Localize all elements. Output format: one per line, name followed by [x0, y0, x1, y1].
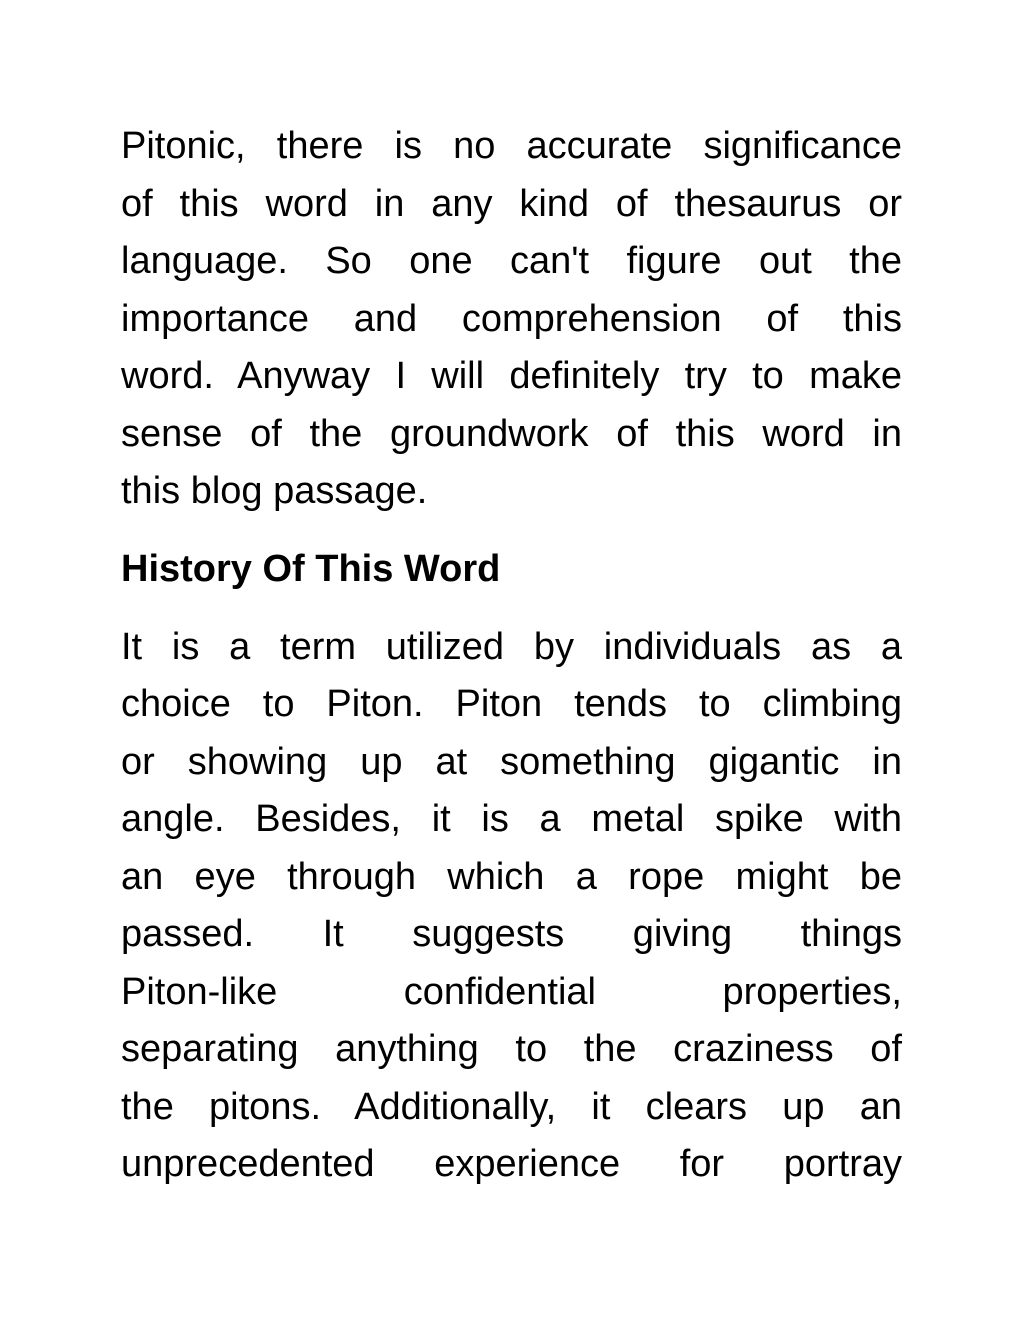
paragraph-line: of this word in any kind of thesaurus or: [121, 182, 902, 225]
paragraph-line: angle. Besides, it is a metal spike with: [121, 798, 902, 840]
paragraph-line: this blog passage.: [121, 470, 428, 512]
paragraph-line: sense of the groundwork of this word in: [121, 412, 902, 455]
document-page: [121, 118, 902, 1194]
paragraph-line: choice to Piton. Piton tends to climbing: [121, 683, 902, 725]
paragraph-line: unprecedented experience for portray: [121, 1143, 902, 1185]
section-heading: History Of This Word: [121, 547, 501, 590]
paragraph-line: separating anything to the craziness of: [121, 1028, 902, 1070]
paragraph-line: It is a term utilized by individuals as a: [121, 625, 902, 668]
paragraph-line: passed. It suggests giving things: [121, 913, 902, 955]
paragraph-line: language. So one can't figure out the: [121, 240, 902, 282]
paragraph-line: Pitonic, there is no accurate significance: [121, 125, 902, 167]
paragraph-line: the pitons. Additionally, it clears up an: [121, 1085, 902, 1128]
paragraph-line: or showing up at something gigantic in: [121, 740, 902, 783]
paragraph-line: an eye through which a rope might be: [121, 855, 902, 898]
paragraph-line: word. Anyway I will definitely try to make: [121, 355, 902, 397]
history-paragraph: [121, 619, 902, 1194]
paragraph-line: importance and comprehension of this: [121, 297, 902, 340]
intro-paragraph: [121, 118, 902, 521]
paragraph-line: Piton-like confidential properties,: [121, 970, 902, 1013]
